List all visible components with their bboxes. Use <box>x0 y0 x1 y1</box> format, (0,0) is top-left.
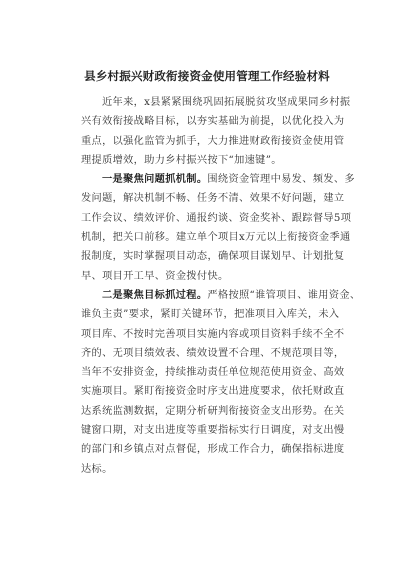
paragraph-3-line-1-text: 严格按照“谁管项目、谁用资金、 <box>207 289 361 301</box>
paragraph-2-line-4: 机制，把关口前移。建立单个项目x万元以上衔接资金季通 <box>81 232 351 244</box>
paragraph-3-line-1 <box>81 286 361 305</box>
paragraph-3-line-10: 达标。 <box>81 463 113 475</box>
paragraph-3-line-5: 当年不安排资金，持续推动责任单位规范使用资金、高效 <box>81 367 345 379</box>
paragraph-3-lead: 二是聚焦目标抓过程。 <box>102 288 208 301</box>
paragraph-2-line-2: 发问题，解决机制不畅、任务不清、效果不好问题，建立 <box>81 193 345 205</box>
paragraph-2-line-3: 工作会议、绩效评价、通报约谈、资金奖补、跟踪督导5项 <box>81 212 352 224</box>
paragraph-3-line-6: 实施项目。紧盯衔接资金时序支出进度要求，依托财政直 <box>81 386 345 398</box>
paragraph-1-line-1: 近年来，x县紧紧围绕巩固拓展脱贫攻坚成果同乡村振 <box>102 97 351 108</box>
paragraph-1-line-3: 重点，以强化监管为抓手，大力推进财政衔接资金使用管 <box>81 135 345 147</box>
paragraph-3-line-8: 键窗口期，对支出进度等重要指标实行日调度，对支出慢 <box>81 425 345 437</box>
paragraph-3-line-2: 谁负主责”要求，紧盯关键环节，把准项目入库关，未入 <box>81 309 340 321</box>
paragraph-2-line-5: 报制度，实时掌握项目动态，确保项目谋划早、计划批复 <box>81 251 345 263</box>
paragraph-3-line-9: 的部门和乡镇点对点督促，形成工作合力，确保指标进度 <box>81 444 345 456</box>
paragraph-2-line-1-text: 围绕资金管理中易发、频发、多 <box>207 174 355 186</box>
paragraph-2-lead: 一是聚焦问题抓机制。 <box>102 173 208 186</box>
paragraph-3-line-4: 齐的、无项目绩效表、绩效设置不合理、不规范项目等， <box>81 347 345 359</box>
paragraph-1-line-4: 理提质增效，助力乡村振兴按下“加速键”。 <box>81 154 282 166</box>
paragraph-2-line-6: 早、项目开工早、资金拨付快。 <box>81 270 229 282</box>
paragraph-3-line-7: 达系统监测数据，定期分析研判衔接资金支出形势。在关 <box>81 405 345 417</box>
paragraph-1-line-2: 兴有效衔接战略目标，以夯实基础为前提，以优化投入为 <box>81 116 345 128</box>
document-title: 县乡村振兴财政衔接资金使用管理工作经验材料 <box>84 69 330 83</box>
paragraph-2-line-1 <box>81 170 355 189</box>
document-body <box>81 93 361 479</box>
paragraph-3-line-3: 项目库、不按时完善项目实施内容或项目资料手续不全不 <box>81 328 345 340</box>
